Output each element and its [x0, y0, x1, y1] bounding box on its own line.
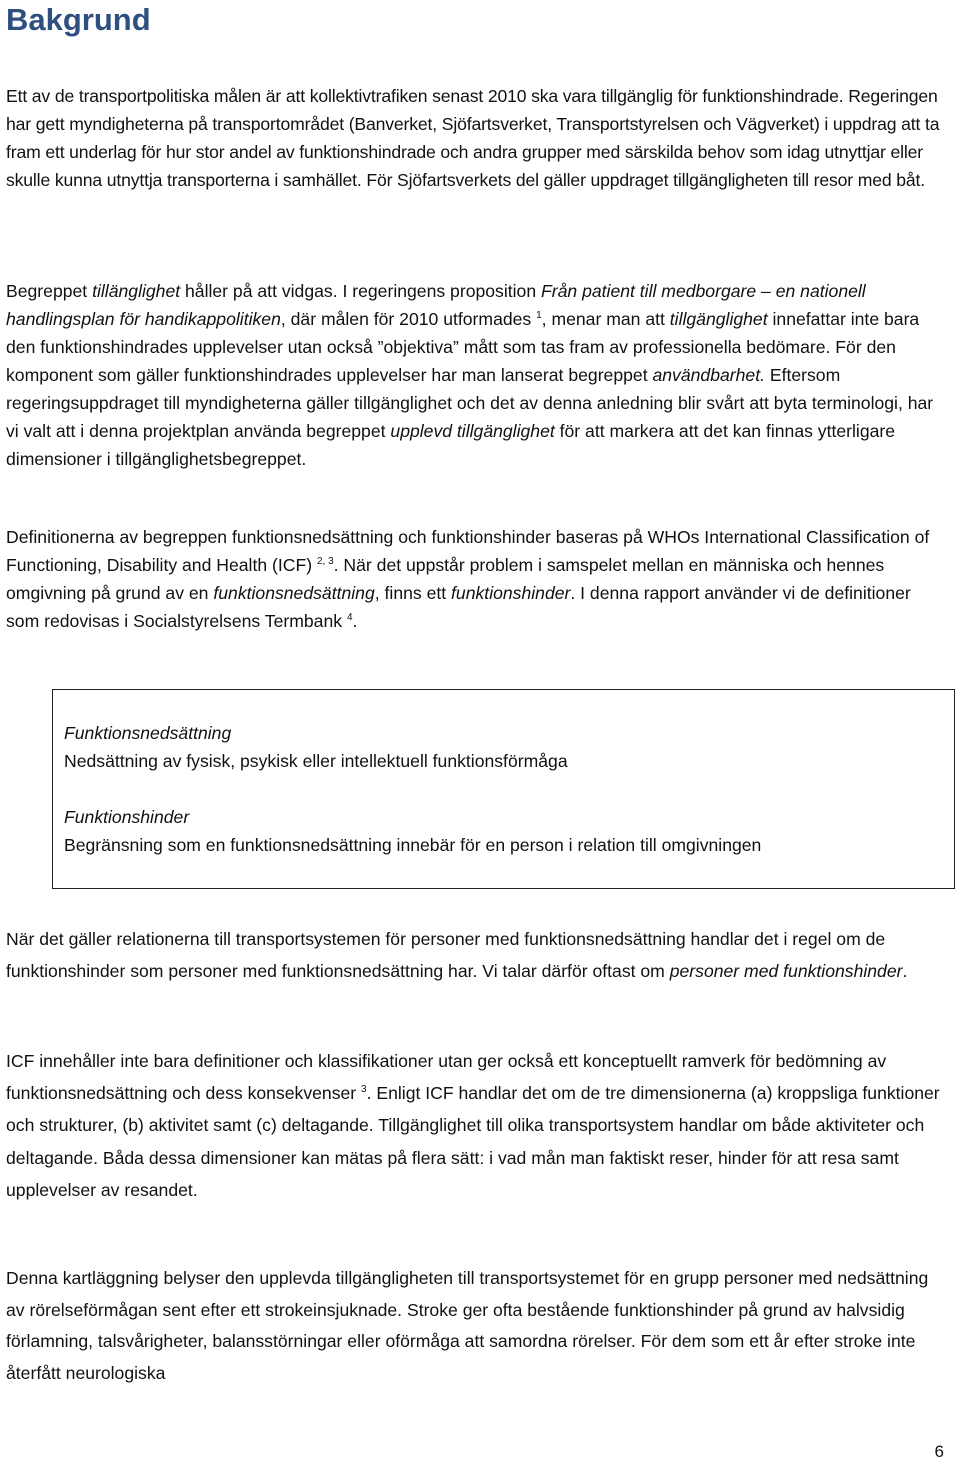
italic-title: Från patient till medborgare – en nationell handlingsplan för handikappolitiken [6, 281, 866, 329]
definition-term: Funktionsnedsättning [64, 723, 232, 743]
italic-term: användbarhet. [652, 365, 765, 385]
italic-term: personer med funktionshinder [669, 960, 903, 981]
text-span: , där målen för 2010 utformades [280, 309, 537, 329]
reference-superscript: 2, 3 [316, 556, 334, 567]
definition-term: Funktionshinder [64, 807, 190, 827]
text-span: Definitionerna av begreppen funktionsnedsättning och funktionshinder baseras på WHOs International Classification of Functioning, Disability and Health (ICF) [6, 527, 930, 575]
text-span: ICF innehåller inte bara definitioner och klassifikationer utan ger också ett konceptuellt ramverk för bedömning av funktionsnedsättning och dess konsekvenser [6, 1051, 887, 1104]
italic-term: upplevd tillgänglighet [390, 421, 555, 441]
italic-term: funktionsnedsättning [213, 583, 375, 603]
reference-superscript: 4 [346, 612, 353, 623]
italic-term: tillgänglighet [669, 309, 768, 329]
text-span: . När det uppstår problem i samspelet mellan en människa och hennes omgivning på grund av en [6, 555, 885, 603]
text-span: . Enligt ICF handlar det om de tre dimensionerna (a) kroppsliga funktioner och strukturer, (b) aktivitet samt (c) deltagande. Tillgänglighet till olika transportsystem handlar om både aktiviteter och deltagande. Båda dessa dimensioner kan mätas på flera sätt: i vad mån man faktiskt reser, hinder för att resa samt upplevelser av resandet. [6, 1083, 940, 1200]
text-span: innefattar inte bara den funktionshindrades upplevelser utan också ”objektiva” mått som tas fram av professionella bedömare. För den komponent som gäller funktionshindrades upplevelser har man lanserat begreppet [6, 309, 920, 385]
reference-superscript: 1 [536, 310, 542, 321]
italic-term: funktionshinder [451, 583, 571, 603]
definition-list [64, 719, 761, 859]
spacer [64, 775, 761, 803]
text-span: . [352, 611, 358, 631]
paragraph-icf-framework [6, 1045, 946, 1206]
paragraph-definitions-icf [6, 523, 946, 635]
text-span: för att markera att det kan finnas ytterligare dimensioner i tillgänglighetsbegreppet. [6, 421, 896, 469]
definition-box [52, 689, 955, 889]
paragraph-stroke-survey: Denna kartläggning belyser den upplevda tillgängligheten till transportsystemet för en grupp personer med nedsättning av rörelseförmågan sent efter ett strokeinsjuknade. Stroke ger ofta bestående funktionshinder på grund av halvsidig förlamning, talsvårigheter, balansstörningar eller oförmåga att samordna rörelser. För dem som ett år efter stroke inte återfått neurologiska [6, 1268, 929, 1383]
paragraph-transport-relations [6, 924, 946, 987]
text-span: När det gäller relationerna till transportsystemen för personer med funktionsnedsättning handlar det i regel om de funktionshinder som personer med funktionsnedsättning har. Vi talar därför oftast om [6, 929, 886, 981]
definition-text: Begränsning som en funktionsnedsättning innebär för en person i relation till omgivningen [64, 835, 762, 855]
italic-term: tillänglighet [92, 281, 181, 301]
paragraph-intro: Ett av de transportpolitiska målen är att kollektivtrafiken senast 2010 ska vara tillgänglig för funktionshindrade. Regeringen har gett myndigheterna på transportområdet (Banverket, Sjöfartsverket, Transportstyrelsen och Vägverket) i uppdrag att ta fram ett underlag för hur stor andel av funktionshindrade och andra grupper med särskilda behov som idag utnyttjar eller skulle kunna utnyttja transporterna i samhället. För Sjöfartsverkets del gäller uppdraget tillgängligheten till resor med båt. [6, 86, 940, 190]
text-span: Begreppet [6, 281, 93, 301]
text-span: , finns ett [374, 583, 452, 603]
text-span: Eftersom regeringsuppdraget till myndigheterna gäller tillgänglighet och det av denna anledning blir svårt att byta terminologi, har vi valt att i denna projektplan använda begreppet [6, 365, 934, 441]
text-span: . [902, 960, 908, 981]
section-heading: Bakgrund [6, 2, 151, 37]
text-span: håller på att vidgas. I regeringens proposition [180, 281, 542, 301]
text-span: , menar man att [541, 309, 670, 329]
reference-superscript: 3 [361, 1084, 367, 1096]
paragraph-accessibility-concept [6, 277, 946, 473]
definition-text: Nedsättning av fysisk, psykisk eller intellektuell funktionsförmåga [64, 751, 568, 771]
text-span: . I denna rapport använder vi de definitioner som redovisas i Socialstyrelsens Termbank [6, 583, 911, 631]
page-number: 6 [934, 1442, 944, 1461]
